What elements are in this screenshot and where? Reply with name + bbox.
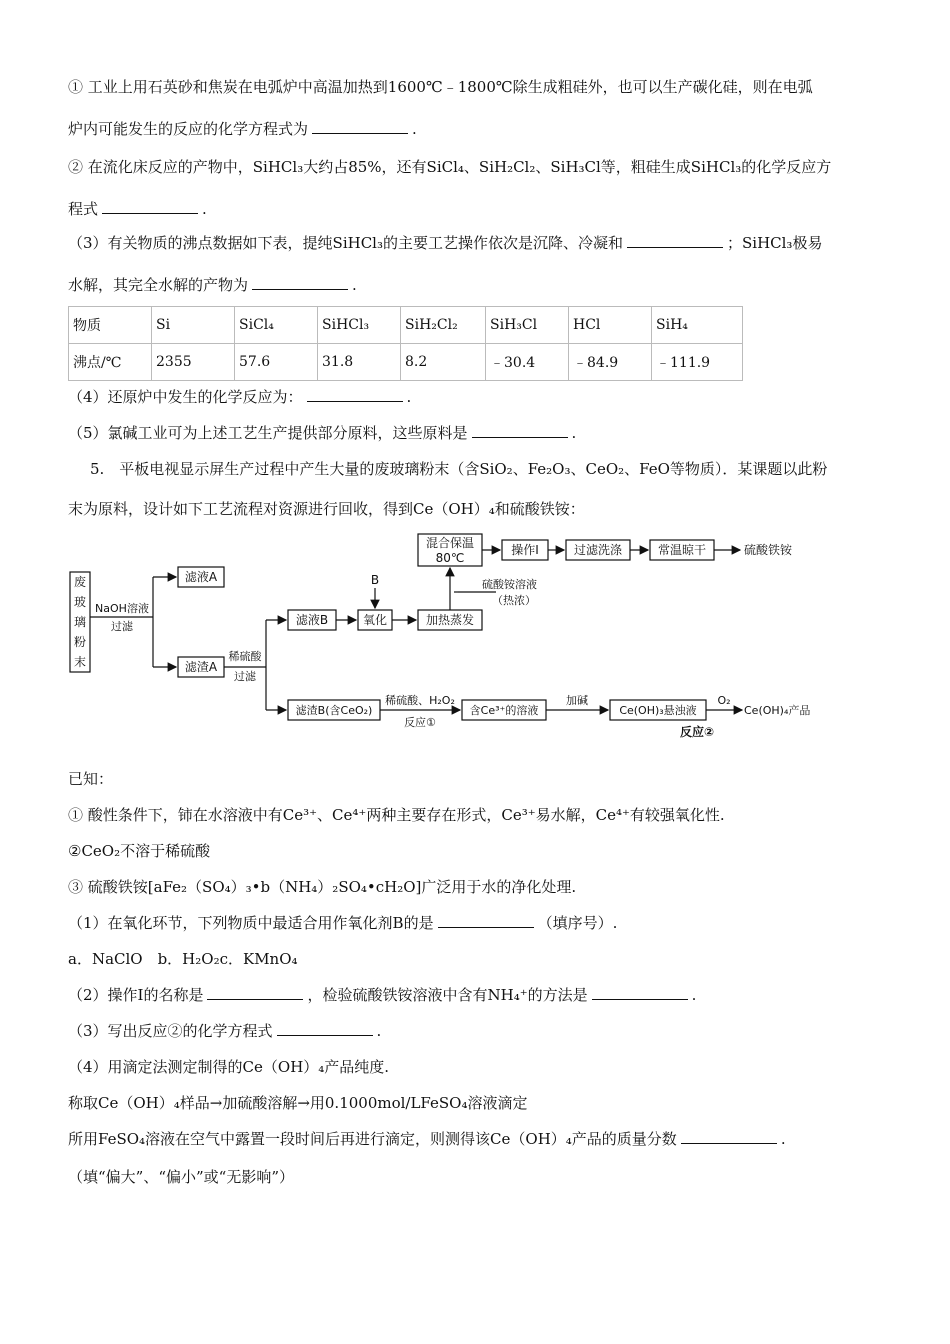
temp80-label: 80℃ <box>435 551 465 565</box>
q5-s1-options: a．NaClO b．H₂O₂c．KMnO₄ <box>68 950 298 968</box>
process-flowchart <box>68 532 828 742</box>
q5-s4d-line: （填“偏大”、“偏小”或“无影响”） <box>68 1168 295 1186</box>
op1-label: 操作Ⅰ <box>511 543 539 557</box>
table-cell: 物质 <box>69 307 152 344</box>
residue-a-label: 滤渣A <box>184 660 218 674</box>
q4-p2-line2 <box>68 198 207 219</box>
ceoh4-label: Ce(OH)₄产品 <box>744 704 811 717</box>
add-base-label: 加碱 <box>566 694 588 707</box>
b-label: B <box>370 573 380 587</box>
q5-s4-line: （4）用滴定法测定制得的Ce（OH）₄产品纯度. <box>68 1058 390 1076</box>
q5-s1-line <box>68 912 617 933</box>
q5-s4c-text: 所用FeSO₄溶液在空气中露置一段时间后再进行滴定，则测得该Ce（OH）₄产品的质量分数 <box>68 1130 677 1148</box>
q4-p4-text: （4）还原炉中发生的化学反应为： <box>68 388 303 406</box>
table-cell: ﹣30.4 <box>486 344 569 381</box>
ceoh3-label: Ce(OH)₃悬浊液 <box>619 704 697 717</box>
answer-blank[interactable] <box>592 985 688 1000</box>
q5-s2-mid: ，检验硫酸铁铵溶液中含有NH₄⁺的方法是 <box>307 986 588 1004</box>
filter-label: 过滤 <box>111 620 133 633</box>
waste-char: 玻 <box>73 595 87 609</box>
ce3-solution-label: 含Ce³⁺的溶液 <box>469 704 539 717</box>
q4-p3-text3: 水解，其完全水解的产物为 <box>68 276 249 294</box>
answer-blank[interactable] <box>252 275 348 290</box>
answer-blank[interactable] <box>207 985 303 1000</box>
q5-intro-line2: 末为原料，设计如下工艺流程对资源进行回收，得到Ce（OH）₄和硫酸铁铵： <box>68 500 585 518</box>
q4-p3-end: . <box>352 276 357 294</box>
waste-char: 废 <box>73 575 87 589</box>
q5-s4b-line: 称取Ce（OH）₄样品→加硫酸溶解→用0.1000mol/LFeSO₄溶液滴定 <box>68 1094 528 1112</box>
waste-char: 璃 <box>73 615 87 629</box>
table-cell: ﹣111.9 <box>652 344 743 381</box>
table-cell: SiHCl₃ <box>318 307 401 344</box>
known-3: ③ 硫酸铁铵[aFe₂（SO₄）₃•b（NH₄）₂SO₄•cH₂O]广泛用于水的净化处理. <box>68 878 577 896</box>
q4-p2-text: 程式 <box>68 200 99 218</box>
table-cell: 2355 <box>152 344 235 381</box>
answer-blank[interactable] <box>307 387 403 402</box>
acid-h2o2-label: 稀硫酸、H₂O₂ <box>385 694 455 707</box>
heat-evap-label: 加热蒸发 <box>425 613 475 627</box>
q5-intro-line1: 5. 平板电视显示屏生产过程中产生大量的废玻璃粉末（含SiO₂、Fe₂O₃、CeO₂、FeO等物质）．某课题以此粉 <box>90 460 828 478</box>
filtrate-a-label: 滤液A <box>184 570 218 584</box>
amm-sulfate-label: 硫酸铵溶液 <box>482 578 537 591</box>
boiling-point-table <box>68 306 743 381</box>
table-cell: 8.2 <box>401 344 486 381</box>
filter2-label: 过滤 <box>234 670 256 683</box>
naoh-label: NaOH溶液 <box>95 602 149 615</box>
o2-label: O₂ <box>717 694 731 707</box>
answer-blank[interactable] <box>277 1021 373 1036</box>
oxidize-label: 氧化 <box>362 613 388 627</box>
q4-p1-line2 <box>68 118 417 139</box>
q4-p1-line1: ① 工业上用石英砂和焦炭在电弧炉中高温加热到1600℃﹣1800℃除生成粗硅外，也可以生产碳化硅，则在电弧 <box>68 78 813 96</box>
table-cell: 31.8 <box>318 344 401 381</box>
residue-b-label: 滤渣B(含CeO₂) <box>295 704 373 717</box>
q4-p3-text: （3）有关物质的沸点数据如下表，提纯SiHCl₃的主要工艺操作依次是沉降、冷凝和 <box>68 234 623 252</box>
product-fe-label: 硫酸铁铵 <box>744 543 793 557</box>
table-cell: ﹣84.9 <box>569 344 652 381</box>
table-cell: Si <box>152 307 235 344</box>
q4-p1-text: 炉内可能发生的反应的化学方程式为 <box>68 120 309 138</box>
mix-warm-label: 混合保温 <box>425 536 475 550</box>
table-row <box>69 344 743 381</box>
q5-s3-line <box>68 1020 381 1041</box>
q5-s1-end: （填序号）. <box>537 914 618 932</box>
answer-blank[interactable] <box>312 119 408 134</box>
q4-p4-end: . <box>406 388 412 406</box>
q4-p5-end: . <box>571 424 577 442</box>
waste-char: 末 <box>73 655 87 669</box>
table-cell: SiCl₄ <box>235 307 318 344</box>
q4-p3-text2: ；SiHCl₃极易 <box>727 234 823 252</box>
q4-p1-end: . <box>412 120 417 138</box>
table-cell: 沸点/℃ <box>69 344 152 381</box>
q4-p2-end: . <box>202 200 207 218</box>
q4-p4-line <box>68 386 411 407</box>
q5-s4c-line <box>68 1128 786 1149</box>
table-cell: SiH₂Cl₂ <box>401 307 486 344</box>
dry-label: 常温晾干 <box>657 543 707 557</box>
q5-s4c-end: . <box>780 1130 786 1148</box>
q4-p3-line2 <box>68 274 357 295</box>
answer-blank[interactable] <box>627 233 723 248</box>
answer-blank[interactable] <box>438 913 534 928</box>
reaction1-label: 反应① <box>404 716 436 729</box>
filter-wash-label: 过滤洗涤 <box>573 543 623 557</box>
table-cell: HCl <box>569 307 652 344</box>
answer-blank[interactable] <box>102 199 198 214</box>
q5-s3-text: （3）写出反应②的化学方程式 <box>68 1022 273 1040</box>
hot-conc-label: （热浓） <box>492 594 536 607</box>
dilute-h2so4-label: 稀硫酸 <box>228 650 262 663</box>
q5-s2-end: . <box>691 986 697 1004</box>
table-row <box>69 307 743 344</box>
known-2: ②CeO₂不溶于稀硫酸 <box>68 842 211 860</box>
table-cell: SiH₃Cl <box>486 307 569 344</box>
q5-s2-text: （2）操作Ⅰ的名称是 <box>68 986 204 1004</box>
known-heading: 已知： <box>68 770 114 788</box>
q4-p5-line <box>68 422 576 443</box>
q5-s2-line <box>68 984 696 1005</box>
q5-s3-end: . <box>376 1022 382 1040</box>
q4-p5-text: （5）氯碱工业可为上述工艺生产提供部分原料，这些原料是 <box>68 424 468 442</box>
q5-s1-text: （1）在氧化环节，下列物质中最适合用作氧化剂B的是 <box>68 914 434 932</box>
reaction2-label: 反应② <box>680 725 715 739</box>
table-cell: 57.6 <box>235 344 318 381</box>
q4-p3-line1 <box>68 232 822 253</box>
answer-blank[interactable] <box>681 1129 777 1144</box>
waste-char: 粉 <box>73 635 87 649</box>
table-cell: SiH₄ <box>652 307 743 344</box>
answer-blank[interactable] <box>472 423 568 438</box>
filtrate-b-label: 滤液B <box>295 613 329 627</box>
known-1: ① 酸性条件下，铈在水溶液中有Ce³⁺、Ce⁴⁺两种主要存在形式，Ce³⁺易水解，Ce⁴⁺有较强氧化性. <box>68 806 725 824</box>
q4-p2-line1: ② 在流化床反应的产物中，SiHCl₃大约占85%，还有SiCl₄、SiH₂Cl₂、SiH₃Cl等，粗硅生成SiHCl₃的化学反应方 <box>68 158 832 176</box>
